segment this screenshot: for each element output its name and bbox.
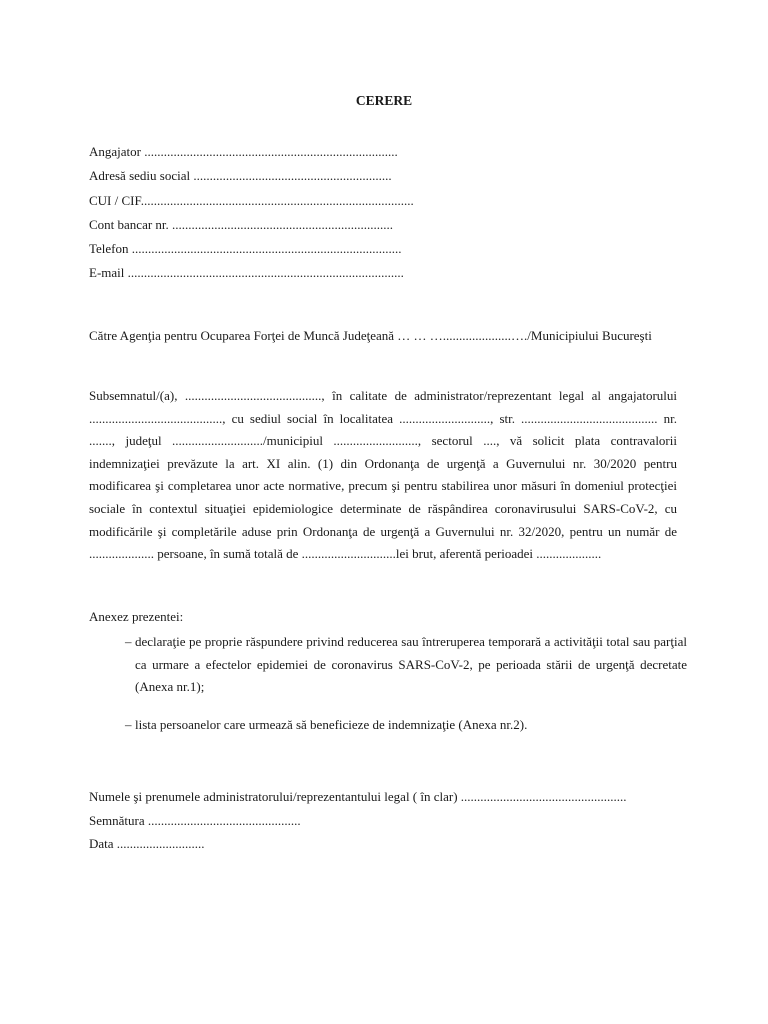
field-semnatura: Semnătura ...............................................	[89, 812, 301, 828]
employer-fields	[89, 142, 689, 288]
annex-heading: Anexez prezentei:	[89, 609, 184, 624]
annex-item-2	[125, 714, 687, 737]
annex-dash: –	[125, 634, 132, 649]
request-paragraph: Subsemnatul/(a), .........................................., în calitate de administrator/reprezentant legal al angajatorului ........................................., cu sediul social în localitatea ............................, str. .......................................... nr. ......., judeţul ............................/municipiul .........................., sectorul ...., vă solicit plata contravalorii indemnizaţiei prevăzute la art. XI alin. (1) din Ordonanţa de urgenţă a Guvernului nr. 30/2020 pentru modificarea şi completarea unor acte normative, precum şi pentru stabilirea unor măsuri în domeniul protecţiei sociale în contextul situaţiei epidemiologice determinate de răspândirea coronavirusului SARS-CoV-2, cu modificările şi completările aduse prin Ordonanţa de urgenţă a Guvernului nr. 32/2020, pentru un număr de .................... persoane, în sumă totală de .............................lei brut, aferentă perioadei ....................	[89, 388, 677, 562]
signature-block	[89, 787, 689, 858]
field-adresa-sediu: Adresă sediu social .............................................................	[89, 168, 392, 184]
request-body	[89, 385, 677, 566]
annex-item-2-text: lista persoanelor care urmează să beneficieze de indemnizaţie (Anexa nr.2).	[135, 717, 528, 732]
field-cui-cif: CUI / CIF....................................................................................	[89, 192, 414, 208]
annex-item-1	[125, 631, 687, 699]
field-telefon: Telefon ...................................................................................	[89, 241, 402, 257]
field-nume-prenume: Numele şi prenumele administratorului/reprezentantului legal ( în clar) ...................................................	[89, 789, 627, 804]
document-title: CERERE	[355, 93, 413, 108]
addressee-line: Către Agenţia pentru Ocuparea Forţei de Muncă Judeţeană … … ….....................…./Municipiului Bucureşti	[89, 328, 652, 343]
field-data: Data ...........................	[89, 836, 205, 851]
field-angajator: Angajator ..............................................................................	[89, 144, 398, 159]
annex-dash: –	[125, 717, 132, 732]
field-cont-bancar: Cont bancar nr. ....................................................................	[89, 216, 394, 232]
field-email: E-mail .....................................................................................	[89, 265, 404, 281]
annex-item-1-text: declaraţie pe proprie răspundere privind reducerea sau întreruperea temporară a activităţii total sau parţial ca urmare a efectelor epidemiei de coronavirus SARS-CoV-2, pe perioada stării de urgenţă decretate (Anexa nr.1);	[135, 634, 687, 695]
